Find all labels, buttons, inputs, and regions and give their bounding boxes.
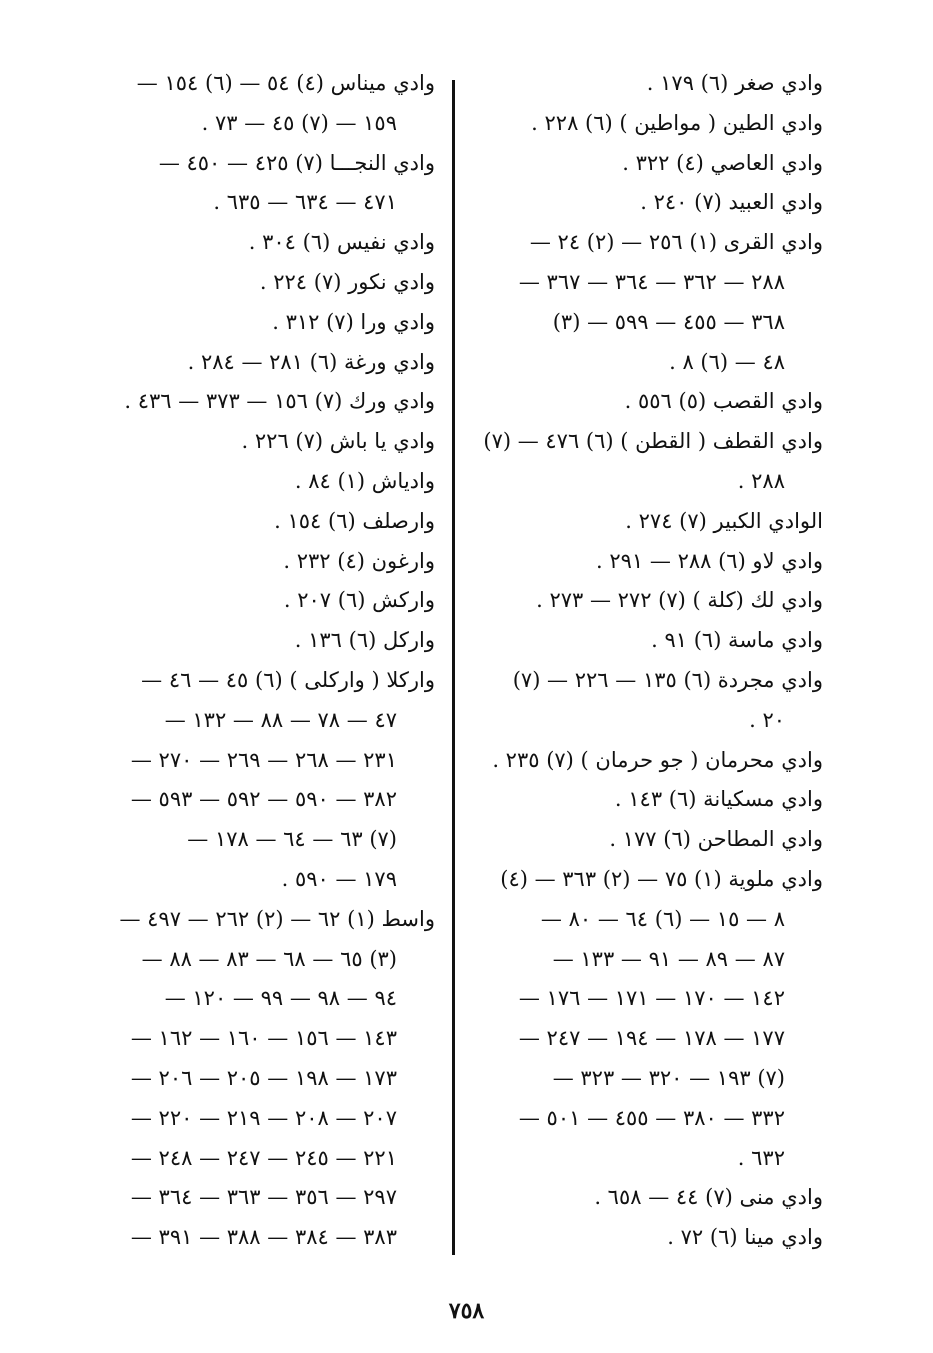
index-entry-continuation: ٩٤ — ٩٨ — ٩٩ — ١٢٠ — [164,986,397,1011]
index-entry: وادي لك (كلة ) (٧) ٢٧٢ — ٢٧٣ . [536,588,823,613]
index-entry-continuation: ٣٨٢ — ٥٩٠ — ٥٩٢ — ٥٩٣ — [130,787,397,812]
index-entry: وادي القطف ( القطن ) (٦) ٤٧٦ — (٧) [483,429,823,454]
index-entry: واركش (٦) ٢٠٧ . [283,588,435,613]
index-entry-continuation: ٨ — ١٥ — (٦) ٦٤ — ٨٠ — [540,906,785,931]
index-column-left [85,64,435,1258]
index-entry-continuation: ٦٣٢ . [737,1145,785,1170]
index-entry: وادي القرى (١) ٢٥٦ — (٢) ٢٤ — [529,230,823,255]
index-entry-continuation: ٢٠ . [749,707,785,732]
index-entry: وادي مجردة (٦) ١٣٥ — ٢٢٦ — (٧) [512,667,823,692]
index-entry-continuation: ٢٨٨ — ٣٦٢ — ٣٦٤ — ٣٦٧ — [518,269,785,294]
index-entry: وادي مسكيانة (٦) ١٤٣ . [614,787,823,812]
page-number: ٧٥٨ [448,1298,485,1324]
column-divider [452,80,455,1255]
index-entry: وادي ملوية (١) ٧٥ — (٢) ٣٦٣ — (٤) [500,866,823,891]
index-entry: وادي ورغة (٦) ٢٨١ — ٢٨٤ . [187,349,435,374]
index-entry-continuation: ٨٧ — ٨٩ — ٩١ — ١٣٣ — [552,946,785,971]
index-entry-continuation: ٢٩٧ — ٣٥٦ — ٣٦٣ — ٣٦٤ — [130,1185,397,1210]
index-entry-continuation: ١٧٩ — ٥٩٠ . [281,866,397,891]
index-entry: وادي يا باش (٧) ٢٢٦ . [241,429,435,454]
index-entry: وادي محرمان ( جو حرمان ) (٧) ٢٣٥ . [492,747,823,772]
index-entry-continuation: ١٧٣ — ١٩٨ — ٢٠٥ — ٢٠٦ — [130,1065,397,1090]
index-entry-continuation: ٣٨٣ — ٣٨٤ — ٣٨٨ — ٣٩١ — [130,1225,397,1250]
index-entry-continuation: ٤٧ — ٧٨ — ٨٨ — ١٣٢ — [164,707,397,732]
index-entry: وادي صغر (٦) ١٧٩ . [646,71,823,95]
index-entry-continuation: ١٤٢ — ١٧٠ — ١٧١ — ١٧٦ — [518,986,785,1011]
index-entry-continuation: ٢٠٧ — ٢٠٨ — ٢١٩ — ٢٢٠ — [130,1105,397,1130]
index-entry-continuation: (٧) ٦٣ — ٦٤ — ١٧٨ — [187,827,397,852]
index-entry: الوادي الكبير (٧) ٢٧٤ . [625,508,823,533]
index-entry: وادي العاصي (٤) ٣٢٢ . [622,150,823,175]
index-entry: وادي ماسة (٦) ٩١ . [651,628,823,653]
index-entry: وادي لاو (٦) ٢٨٨ — ٢٩١ . [596,548,823,573]
index-entry-continuation: ١٥٩ — (٧) ٤٥ — ٧٣ . [201,110,397,135]
index-entry-continuation: (٧) ١٩٣ — ٣٢٠ — ٣٢٣ — [552,1065,785,1090]
index-entry: واركلا ( واركلى ) (٦) ٤٥ — ٤٦ — [141,667,435,692]
index-entry: وادي العبيد (٧) ٢٤٠ . [640,190,823,215]
index-entry: وادي ميناس (٤) ٥٤ — (٦) ١٥٤ — [136,71,435,95]
index-entry: وادي نفيس (٦) ٣٠٤ . [248,230,435,255]
index-entry: وادي النجـــا (٧) ٤٢٥ — ٤٥٠ — [158,150,435,175]
index-entry: وادياش (١) ٨٤ . [294,468,435,493]
index-entry: وادي نكور (٧) ٢٢٤ . [259,269,435,294]
index-entry: وادي المطاحن (٦) ١٧٧ . [609,827,823,852]
index-entry-continuation: ٣٣٢ — ٣٨٠ — ٤٥٥ — ٥٠١ — [518,1105,785,1130]
index-entry-continuation: ٢٣١ — ٢٦٨ — ٢٦٩ — ٢٧٠ — [130,747,397,772]
index-entry: وارغون (٤) ٢٣٢ . [283,548,435,573]
index-entry-continuation: ٤٨ — (٦) ٨ . [669,349,785,374]
index-entry-continuation: ٢٨٨ . [737,468,785,493]
index-entry-continuation: ١٧٧ — ١٧٨ — ١٩٤ — ٢٤٧ — [518,1026,785,1051]
index-column-right [463,64,823,1258]
index-entry-continuation: (٣) ٦٥ — ٦٨ — ٨٣ — ٨٨ — [141,946,397,971]
index-entry: وادي مينا (٦) ٧٢ . [667,1225,823,1250]
index-entry-continuation: ٢٢١ — ٢٤٥ — ٢٤٧ — ٢٤٨ — [130,1145,397,1170]
index-entry-continuation: ١٤٣ — ١٥٦ — ١٦٠ — ١٦٢ — [130,1026,397,1051]
index-entry: وادي الطين ( مواطين ) (٦) ٢٢٨ . [531,110,823,135]
index-entry: وارصلف (٦) ١٥٤ . [274,508,435,533]
index-entry-continuation: ٣٦٨ — ٤٥٥ — ٥٩٩ — (٣) [552,309,785,334]
index-entry: وادي ورا (٧) ٣١٢ . [272,309,435,334]
index-entry: واسط (١) ٦٢ — (٢) ٢٦٢ — ٤٩٧ — [119,906,435,931]
index-entry: وادي القصب (٥) ٥٥٦ . [624,389,823,414]
index-entry: وادي ورك (٧) ١٥٦ — ٣٧٣ — ٤٣٦ . [124,389,435,414]
index-entry-continuation: ٤٧١ — ٦٣٤ — ٦٣٥ . [213,190,397,215]
index-entry: واركل (٦) ١٣٦ . [294,628,435,653]
index-entry: وادي منى (٧) ٤٤ — ٦٥٨ . [594,1185,823,1210]
